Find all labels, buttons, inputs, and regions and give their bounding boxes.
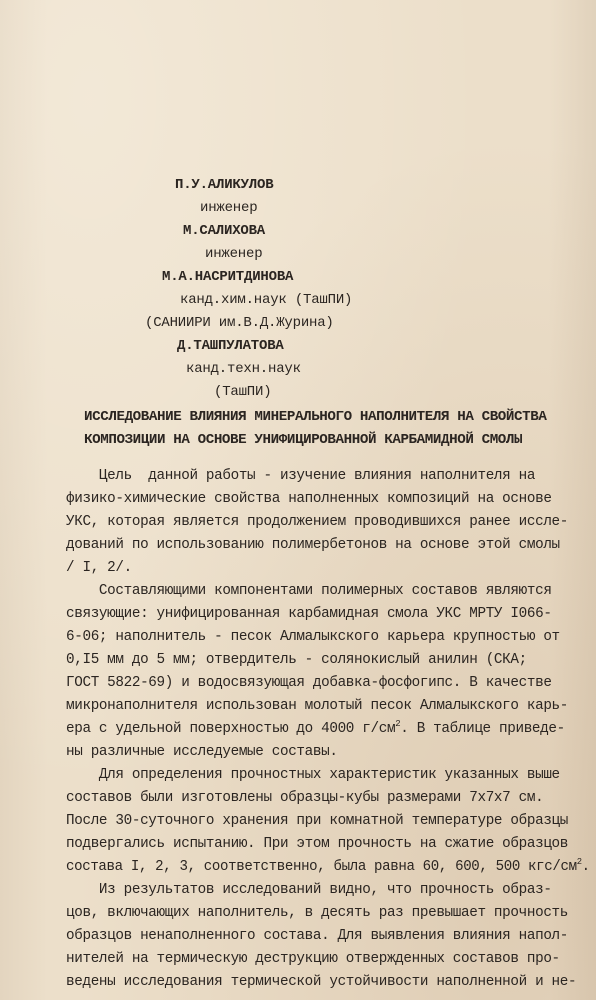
body-line-14: Для определения прочностных характеристик указанных выше — [66, 767, 560, 783]
author-role-2: инженер — [205, 246, 263, 262]
body-line-2: физико-химические свойства наполненных композиций на основе — [66, 491, 552, 507]
author-role-4: канд.техн.наук — [186, 361, 301, 377]
author-affiliation-saniiri: (САНИИРИ им.В.Д.Журина) — [145, 315, 334, 331]
body-line-5: / I, 2/. — [66, 560, 132, 576]
body-line-15: составов были изготовлены образцы-кубы размерами 7х7х7 см. — [66, 790, 544, 806]
body-line-9: 0,I5 мм до 5 мм; отвердитель - солянокислый анилин (СКА; — [66, 652, 527, 668]
body-line-4: дований по использованию полимербетонов на основе этой смолы — [66, 537, 560, 553]
author-role-1: инженер — [200, 200, 258, 216]
article-title-line-2: КОМПОЗИЦИИ НА ОСНОВЕ УНИФИЦИРОВАННОЙ КАРБАМИДНОЙ СМОЛЫ — [84, 432, 523, 448]
body-line-18-tail: . — [581, 859, 590, 875]
superscript-2: 2 — [395, 719, 401, 729]
superscript-2b: 2 — [576, 857, 582, 867]
body-line-12 — [66, 719, 565, 737]
body-line-1: Цель данной работы - изучение влияния наполнителя на — [66, 468, 536, 484]
body-line-22: нителей на термическую деструкцию отвержденных составов про- — [66, 951, 560, 967]
body-line-18 — [66, 857, 590, 875]
body-line-11: микронаполнителя использован молотый песок Алмалыкского карь- — [66, 698, 569, 714]
body-line-12-tail: . В таблице приведе- — [400, 721, 565, 737]
article-title-line-1: ИССЛЕДОВАНИЕ ВЛИЯНИЯ МИНЕРАЛЬНОГО НАПОЛНИТЕЛЯ НА СВОЙСТВА — [84, 409, 547, 425]
author-role-3: канд.хим.наук (ТашПИ) — [180, 292, 353, 308]
body-line-10: ГОСТ 5822-69) и водосвязующая добавка-фосфогипс. В качестве — [66, 675, 552, 691]
body-line-6: Составляющими компонентами полимерных составов являются — [66, 583, 552, 599]
author-name-3: М.А.НАСРИТДИНОВА — [162, 269, 294, 285]
body-line-16: После 30-суточного хранения при комнатной температуре образцы — [66, 813, 569, 829]
body-line-23: ведены исследования термической устойчивости наполненной и не- — [66, 974, 577, 990]
author-name-2: М.САЛИХОВА — [183, 223, 266, 239]
body-line-12-text: ера с удельной поверхностью до 4000 г/см — [66, 721, 396, 737]
body-line-21: образцов ненаполненного состава. Для выявления влияния напол- — [66, 928, 569, 944]
body-line-18-text: состава I, 2, 3, соответственно, была равна 60, 600, 500 кгс/см — [66, 859, 577, 875]
body-line-3: УКС, которая является продолжением проводившихся ранее иссле- — [66, 514, 569, 530]
author-name-1: П.У.АЛИКУЛОВ — [175, 177, 274, 193]
author-name-4: Д.ТАШПУЛАТОВА — [177, 338, 284, 354]
body-line-7: связующие: унифицированная карбамидная смола УКС МРТУ I066- — [66, 606, 552, 622]
body-line-19: Из результатов исследований видно, что прочность образ- — [66, 882, 552, 898]
author-affiliation-tashpi: (ТашПИ) — [214, 384, 272, 400]
body-line-20: цов, включающих наполнитель, в десять раз превышает прочность — [66, 905, 569, 921]
body-line-8: 6-06; наполнитель - песок Алмалыкского карьера крупностью от — [66, 629, 560, 645]
body-line-13: ны различные исследуемые составы. — [66, 744, 338, 760]
body-line-17: подвергались испытанию. При этом прочность на сжатие образцов — [66, 836, 569, 852]
